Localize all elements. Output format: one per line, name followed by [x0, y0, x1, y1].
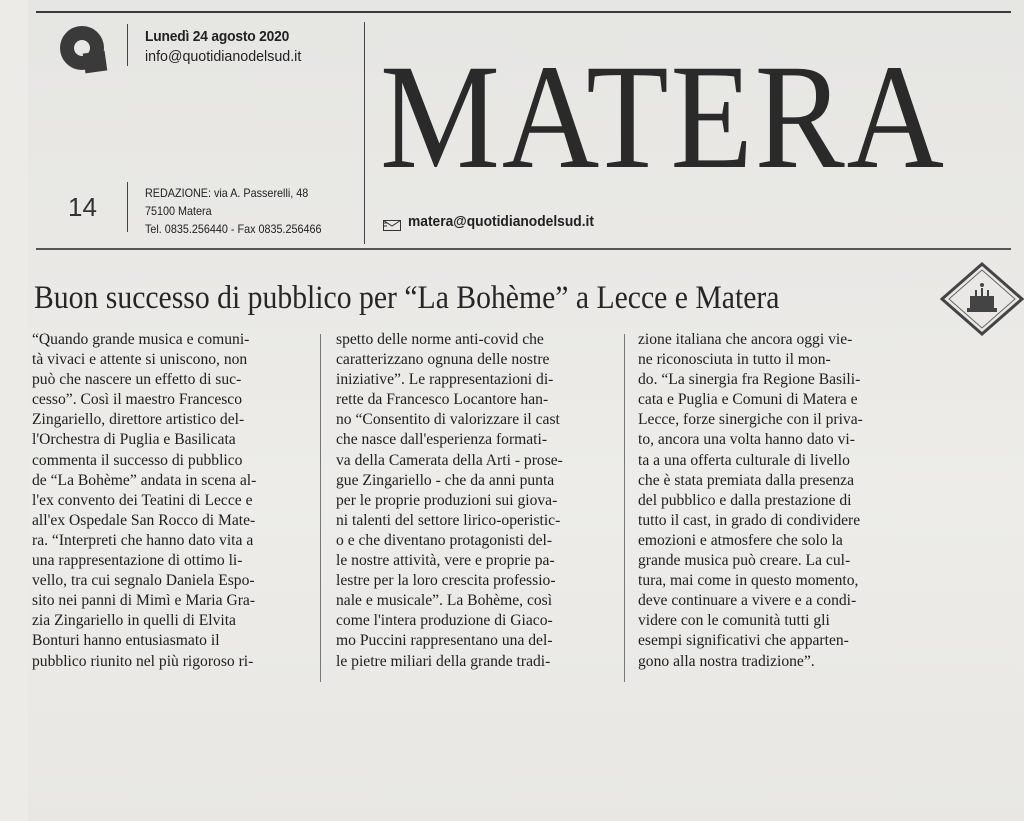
- column-divider-1: [320, 334, 321, 682]
- article-text-line: pubblico riunito nel più rigoroso ri-: [32, 652, 254, 670]
- article-text-line: vello, tra cui segnalo Daniela Espo-: [32, 572, 255, 590]
- article-text-line: nale e musicale”. La Bohème, così: [336, 592, 553, 610]
- redazione-city: 75100 Matera: [145, 204, 212, 218]
- article-text-line: mo Puccini rappresentano una del-: [336, 632, 553, 650]
- cake-badge-icon: [940, 262, 1024, 336]
- article-text-line: rette da Francesco Locantore han-: [336, 391, 549, 409]
- article-text-line: spetto delle norme anti-covid che: [336, 331, 544, 348]
- article-text-line: zia Zingariello in quelli di Elvita: [32, 612, 236, 630]
- article-text-line: “Quando grande musica e comuni-: [32, 331, 250, 348]
- article-text-line: sito nei panni di Mimì e Maria Gra-: [32, 592, 256, 610]
- article-text-line: iniziative”. Le rappresentazioni di-: [336, 371, 554, 389]
- page-number: 14: [68, 192, 97, 222]
- masthead-divider-main: [364, 22, 365, 244]
- article-text-line: cata e Puglia e Comuni di Matera e: [638, 391, 858, 409]
- article-text-line: le pietre miliari della grande tradi-: [336, 652, 551, 670]
- article-text-line: l'Orchestra di Puglia e Basilicata: [32, 431, 236, 449]
- article-text-line: può che nascere un effetto di suc-: [32, 371, 242, 389]
- article-text-line: de “La Bohème” andata in scena al-: [32, 471, 257, 489]
- article-text-line: ni talenti del settore lirico-operistic-: [336, 511, 561, 529]
- article-text-line: l'ex convento dei Teatini di Lecce e: [32, 491, 253, 509]
- article-text-line: del pubblico e dalla prestazione di: [638, 491, 852, 509]
- masthead-divider-left: [127, 24, 128, 66]
- mail-icon: [383, 220, 401, 231]
- section-email: matera@quotidianodelsud.it: [408, 213, 594, 230]
- article-text-line: deve continuare a vivere e a condi-: [638, 592, 857, 610]
- article-text-line: Lecce, forze sinergiche con il priva-: [638, 411, 863, 429]
- article-text-line: va della Camerata della Arti - prose-: [336, 451, 563, 469]
- article-text-line: cesso”. Così il maestro Francesco: [32, 391, 243, 409]
- article-text-line: esempi significativi che apparten-: [638, 632, 849, 650]
- section-title: MATERA: [380, 34, 946, 200]
- article-text-line: ta a una offerta culturale di livello: [638, 451, 850, 469]
- article-text-line: ra. “Interpreti che hanno dato vita a: [32, 531, 254, 549]
- article-text-line: do. “La sinergia fra Regione Basili-: [638, 371, 861, 389]
- article-text-line: lestre per la loro crescita professio-: [336, 572, 556, 590]
- issue-date: Lunedì 24 agosto 2020: [145, 28, 290, 45]
- article-text-line: zione italiana che ancora oggi vie-: [638, 331, 853, 348]
- article-headline: Buon successo di pubblico per “La Bohème” a Lecce e Matera: [34, 280, 780, 316]
- article-text-line: no “Consentito di valorizzare il cast: [336, 411, 560, 429]
- article-text-line: le nostre attività, vere e proprie pa-: [336, 552, 555, 570]
- quotidiano-q-logo-icon: [56, 22, 112, 78]
- article-text-line: o e che diventano protagonisti del-: [336, 531, 553, 549]
- article-column-1: [32, 330, 310, 672]
- masthead-divider-lower: [127, 182, 128, 232]
- article-text-line: Zingariello, direttore artistico del-: [32, 411, 245, 429]
- article-text-line: come l'intera produzione di Giaco-: [336, 612, 553, 630]
- header-bottom-rule: [36, 248, 1011, 250]
- article-text-line: all'ex Ospedale San Rocco di Mate-: [32, 511, 256, 529]
- article-text-line: caratterizzano ognuna delle nostre: [336, 351, 550, 369]
- article-text-line: tà vivaci e attente si uniscono, non: [32, 351, 248, 369]
- article-text-line: gono alla nostra tradizione”.: [638, 652, 815, 670]
- article-text-line: to, ancora una volta hanno dato vi-: [638, 431, 855, 449]
- article-text-line: per le proprie produzioni sui giova-: [336, 491, 558, 509]
- top-rule: [36, 11, 1011, 13]
- article-text-line: emozioni e atmosfere che solo la: [638, 531, 843, 549]
- article-text-line: che è stata premiata dalla presenza: [638, 471, 855, 489]
- article-text-line: commenta il successo di pubblico: [32, 451, 243, 469]
- column-divider-2: [624, 334, 625, 682]
- article-text-line: una rappresentazione di ottimo li-: [32, 552, 243, 570]
- article-column-3: [638, 330, 916, 672]
- article-text-line: Bonturi hanno entusiasmato il: [32, 632, 220, 650]
- redazione-phone: Tel. 0835.256440 - Fax 0835.256466: [145, 222, 322, 236]
- article-text-line: grande musica può creare. La cul-: [638, 552, 851, 570]
- article-text-line: videre con le comunità tutti gli: [638, 612, 830, 630]
- article-text-line: gue Zingariello - che da anni punta: [336, 471, 555, 489]
- article-column-2: [336, 330, 614, 672]
- article-text-line: tura, mai come in questo momento,: [638, 572, 859, 590]
- redazione-address: REDAZIONE: via A. Passerelli, 48: [145, 186, 309, 200]
- article-text-line: ne riconosciuta in tutto il mon-: [638, 351, 831, 369]
- general-email: info@quotidianodelsud.it: [145, 48, 302, 65]
- article-text-line: tutto il cast, in grado di condividere: [638, 511, 861, 529]
- article-text-line: che nasce dall'esperienza formati-: [336, 431, 548, 449]
- editorial-office-info: [145, 184, 322, 238]
